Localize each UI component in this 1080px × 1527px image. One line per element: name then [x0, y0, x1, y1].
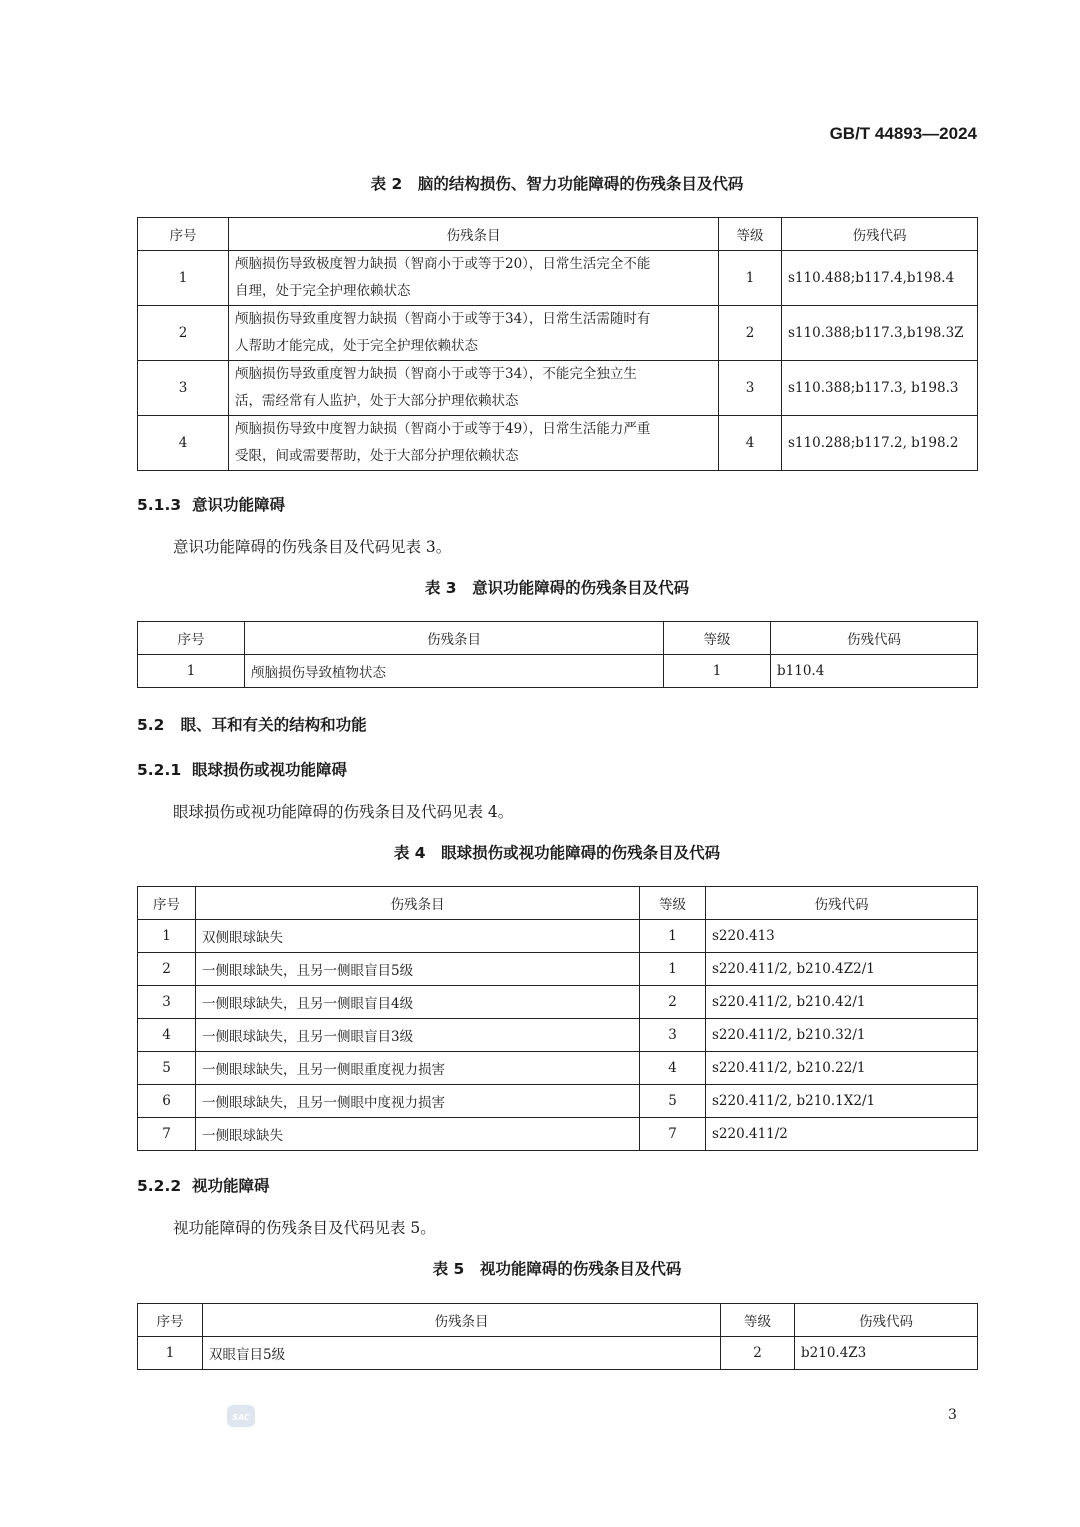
table-row — [138, 1337, 978, 1370]
col-header-code: 伤残代码 — [771, 622, 978, 655]
table3 — [137, 621, 978, 688]
section-title: 眼球损伤或视功能障碍 — [191, 761, 347, 779]
col-header-item: 伤残条目 — [229, 218, 719, 251]
cell-code: s220.413 — [706, 920, 978, 953]
cell-grade: 1 — [640, 953, 706, 986]
cell-seq: 6 — [138, 1085, 196, 1118]
col-header-code: 伤残代码 — [706, 887, 978, 920]
section-number: 5.2 — [137, 716, 165, 734]
cell-code: b210.4Z3 — [795, 1337, 978, 1370]
cell-code: s110.488;b117.4,b198.4 — [782, 251, 978, 306]
table-row — [138, 953, 978, 986]
logo-text: SAC — [232, 1413, 250, 1422]
table-row — [138, 1118, 978, 1151]
item-line: 颅脑损伤导致中度智力缺损（智商小于或等于49），日常生活能力严重 — [235, 421, 651, 437]
col-header-seq: 序号 — [138, 218, 229, 251]
table-row — [138, 361, 978, 416]
cell-item — [229, 416, 719, 471]
col-header-grade: 等级 — [719, 218, 782, 251]
table-row — [138, 986, 978, 1019]
table-row — [138, 920, 978, 953]
cell-seq: 4 — [138, 416, 229, 471]
cell-grade: 5 — [640, 1085, 706, 1118]
item-line: 活，需经常有人监护，处于大部分护理依赖状态 — [235, 393, 519, 409]
section-title: 意识功能障碍 — [191, 496, 285, 514]
cell-seq: 2 — [138, 953, 196, 986]
table-row — [138, 1085, 978, 1118]
col-header-grade: 等级 — [664, 622, 771, 655]
table2-caption: 表 2 脑的结构损伤、智力功能障碍的伤残条目及代码 — [370, 175, 744, 193]
section-number: 5.1.3 — [137, 496, 182, 514]
paragraph: 眼球损伤或视功能障碍的伤残条目及代码见表 4。 — [173, 803, 514, 821]
table4-caption: 表 4 眼球损伤或视功能障碍的伤残条目及代码 — [393, 844, 721, 862]
section-number: 5.2.1 — [137, 761, 182, 779]
page-number: 3 — [948, 1407, 957, 1423]
item-line: 颅脑损伤导致极度智力缺损（智商小于或等于20），日常生活完全不能 — [235, 256, 651, 272]
paragraph: 视功能障碍的伤残条目及代码见表 5。 — [173, 1219, 436, 1237]
section-number: 5.2.2 — [137, 1177, 182, 1195]
cell-grade: 2 — [719, 306, 782, 361]
cell-item: 一侧眼球缺失 — [196, 1118, 640, 1151]
cell-grade: 4 — [719, 416, 782, 471]
col-header-item: 伤残条目 — [203, 1304, 721, 1337]
table-row — [138, 251, 978, 306]
cell-code: s220.411/2, b210.32/1 — [706, 1019, 978, 1052]
cell-code: s110.388;b117.3, b198.3 — [782, 361, 978, 416]
cell-code: s220.411/2, b210.22/1 — [706, 1052, 978, 1085]
col-header-code: 伤残代码 — [782, 218, 978, 251]
item-line: 颅脑损伤导致重度智力缺损（智商小于或等于34），不能完全独立生 — [235, 366, 637, 382]
cell-seq: 1 — [138, 251, 229, 306]
section-heading-5-2-1 — [137, 758, 347, 780]
cell-item: 颅脑损伤导致植物状态 — [245, 655, 664, 688]
cell-grade: 2 — [721, 1337, 795, 1370]
table-row — [138, 1052, 978, 1085]
cell-code: s110.288;b117.2, b198.2 — [782, 416, 978, 471]
cell-seq: 1 — [138, 920, 196, 953]
cell-seq: 2 — [138, 306, 229, 361]
cell-seq: 1 — [138, 655, 245, 688]
cell-grade: 1 — [640, 920, 706, 953]
cell-seq: 3 — [138, 361, 229, 416]
col-header-item: 伤残条目 — [196, 887, 640, 920]
cell-grade: 1 — [719, 251, 782, 306]
cell-code: s110.388;b117.3,b198.3Z — [782, 306, 978, 361]
cell-item: 双侧眼球缺失 — [196, 920, 640, 953]
cell-item: 双眼盲目5级 — [203, 1337, 721, 1370]
table2 — [137, 217, 978, 471]
sac-logo-icon — [226, 1403, 256, 1429]
col-header-seq: 序号 — [138, 1304, 203, 1337]
item-line: 人帮助才能完成，处于完全护理依赖状态 — [235, 338, 478, 354]
paragraph: 意识功能障碍的伤残条目及代码见表 3。 — [173, 538, 452, 556]
cell-code: s220.411/2, b210.42/1 — [706, 986, 978, 1019]
cell-grade: 7 — [640, 1118, 706, 1151]
col-header-grade: 等级 — [721, 1304, 795, 1337]
item-line: 颅脑损伤导致重度智力缺损（智商小于或等于34），日常生活需随时有 — [235, 311, 651, 327]
cell-code: s220.411/2, b210.1X2/1 — [706, 1085, 978, 1118]
cell-seq: 3 — [138, 986, 196, 1019]
cell-grade: 1 — [664, 655, 771, 688]
section-heading-5-1-3 — [137, 493, 285, 515]
cell-item: 一侧眼球缺失，且另一侧眼盲目3级 — [196, 1019, 640, 1052]
table5 — [137, 1303, 978, 1370]
item-line: 自理，处于完全护理依赖状态 — [235, 283, 411, 299]
cell-code: s220.411/2 — [706, 1118, 978, 1151]
section-heading-5-2-2 — [137, 1174, 269, 1196]
table-row — [138, 306, 978, 361]
cell-grade: 3 — [719, 361, 782, 416]
table-row — [138, 1019, 978, 1052]
section-title: 眼、耳和有关的结构和功能 — [180, 716, 367, 734]
cell-item — [229, 306, 719, 361]
cell-seq: 5 — [138, 1052, 196, 1085]
table-row — [138, 655, 978, 688]
table5-caption: 表 5 视功能障碍的伤残条目及代码 — [432, 1260, 682, 1278]
cell-item: 一侧眼球缺失，且另一侧眼重度视力损害 — [196, 1052, 640, 1085]
col-header-code: 伤残代码 — [795, 1304, 978, 1337]
cell-grade: 3 — [640, 1019, 706, 1052]
cell-grade: 4 — [640, 1052, 706, 1085]
cell-item — [229, 251, 719, 306]
col-header-item: 伤残条目 — [245, 622, 664, 655]
cell-item — [229, 361, 719, 416]
section-title: 视功能障碍 — [191, 1177, 270, 1195]
col-header-grade: 等级 — [640, 887, 706, 920]
cell-grade: 2 — [640, 986, 706, 1019]
cell-code: s220.411/2, b210.4Z2/1 — [706, 953, 978, 986]
cell-seq: 4 — [138, 1019, 196, 1052]
section-heading-5-2 — [137, 713, 367, 735]
cell-code: b110.4 — [771, 655, 978, 688]
cell-item: 一侧眼球缺失，且另一侧眼盲目4级 — [196, 986, 640, 1019]
col-header-seq: 序号 — [138, 887, 196, 920]
item-line: 受限，间或需要帮助，处于大部分护理依赖状态 — [235, 448, 519, 464]
standard-number: GB/T 44893—2024 — [829, 124, 977, 143]
table3-caption: 表 3 意识功能障碍的伤残条目及代码 — [424, 579, 690, 597]
cell-seq: 7 — [138, 1118, 196, 1151]
cell-item: 一侧眼球缺失，且另一侧眼中度视力损害 — [196, 1085, 640, 1118]
cell-item: 一侧眼球缺失，且另一侧眼盲目5级 — [196, 953, 640, 986]
table-row — [138, 416, 978, 471]
table4 — [137, 886, 978, 1151]
cell-seq: 1 — [138, 1337, 203, 1370]
col-header-seq: 序号 — [138, 622, 245, 655]
